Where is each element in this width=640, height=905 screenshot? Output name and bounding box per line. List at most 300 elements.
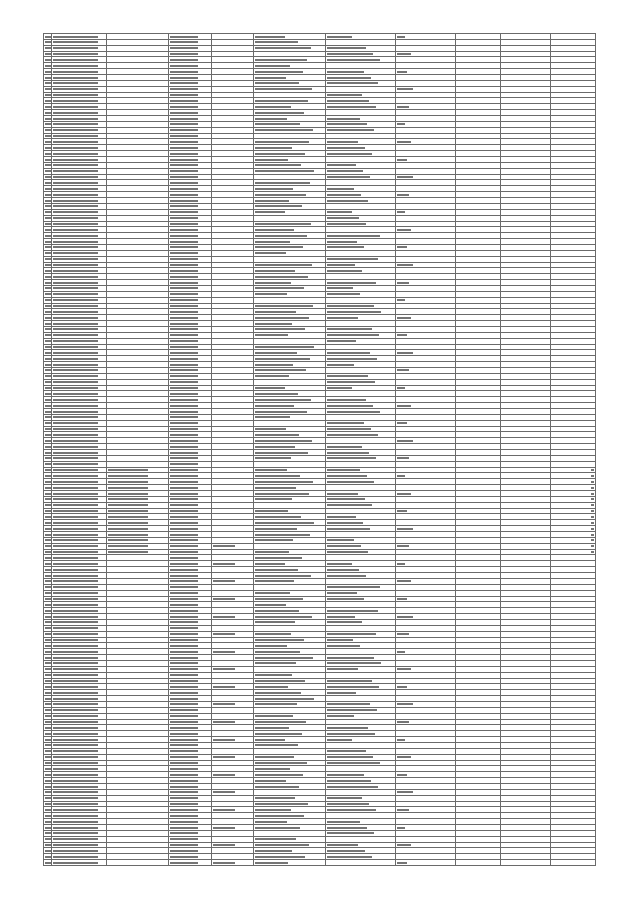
illegible-text-mark [53, 88, 98, 90]
illegible-text-mark [53, 200, 98, 202]
illegible-text-mark [45, 369, 51, 371]
illegible-text-mark [170, 703, 198, 705]
illegible-text-mark [170, 440, 198, 442]
illegible-text-mark [45, 475, 51, 477]
illegible-text-mark [45, 440, 51, 442]
illegible-text-mark [53, 838, 98, 840]
illegible-text-mark [170, 739, 198, 741]
illegible-text-mark [53, 135, 98, 137]
illegible-text-mark [397, 862, 407, 864]
illegible-text-mark [213, 703, 235, 705]
illegible-text-mark [170, 727, 198, 729]
illegible-text-mark [170, 516, 198, 518]
illegible-text-mark [397, 264, 413, 266]
illegible-text-mark [327, 264, 355, 266]
illegible-text-mark [327, 639, 353, 641]
illegible-text-mark [327, 317, 358, 319]
illegible-text-mark [255, 428, 286, 430]
illegible-text-mark [327, 633, 376, 635]
illegible-text-mark [255, 786, 299, 788]
illegible-text-mark [170, 118, 198, 120]
illegible-text-mark [327, 428, 371, 430]
illegible-text-mark [53, 123, 98, 125]
illegible-text-mark [327, 270, 362, 272]
illegible-text-mark [327, 399, 366, 401]
illegible-text-mark [53, 528, 98, 530]
illegible-text-mark [53, 229, 98, 231]
illegible-text-mark [170, 241, 198, 243]
illegible-text-mark [255, 129, 313, 131]
illegible-text-mark [45, 569, 51, 571]
illegible-text-mark [45, 780, 51, 782]
illegible-text-mark [170, 399, 198, 401]
illegible-text-mark [327, 164, 356, 166]
illegible-text-mark [397, 211, 405, 213]
illegible-text-mark [397, 88, 413, 90]
illegible-text-mark [170, 756, 198, 758]
illegible-text-mark [170, 416, 198, 418]
illegible-text-mark [255, 739, 285, 741]
illegible-text-mark [255, 528, 297, 530]
illegible-text-mark [45, 698, 51, 700]
illegible-text-mark [53, 416, 98, 418]
illegible-text-mark [170, 744, 198, 746]
illegible-text-mark [45, 176, 51, 178]
illegible-text-mark [53, 727, 98, 729]
illegible-text-mark [53, 721, 98, 723]
illegible-text-mark [327, 780, 371, 782]
illegible-text-mark [255, 375, 289, 377]
illegible-text-mark [45, 387, 51, 389]
illegible-text-mark [108, 493, 148, 495]
illegible-text-mark [45, 786, 51, 788]
illegible-text-mark [170, 627, 198, 629]
illegible-text-mark [53, 604, 98, 606]
illegible-text-mark [53, 334, 98, 336]
illegible-text-mark [255, 305, 313, 307]
illegible-text-mark [327, 686, 379, 688]
illegible-text-mark [53, 159, 98, 161]
illegible-text-mark [397, 616, 413, 618]
illegible-text-mark [213, 756, 235, 758]
illegible-text-mark [170, 311, 198, 313]
illegible-text-mark [327, 504, 372, 506]
illegible-text-mark [591, 487, 594, 489]
illegible-text-mark [170, 539, 198, 541]
illegible-text-mark [45, 235, 51, 237]
illegible-text-mark [45, 252, 51, 254]
illegible-text-mark [327, 188, 354, 190]
illegible-text-mark [170, 510, 198, 512]
illegible-text-mark [45, 364, 51, 366]
illegible-text-mark [53, 375, 98, 377]
illegible-text-mark [255, 311, 296, 313]
illegible-text-mark [53, 750, 98, 752]
illegible-text-mark [255, 205, 302, 207]
illegible-text-mark [170, 147, 198, 149]
illegible-text-mark [170, 334, 198, 336]
illegible-text-mark [45, 164, 51, 166]
illegible-text-mark [53, 545, 98, 547]
illegible-text-mark [213, 686, 235, 688]
illegible-text-mark [327, 94, 362, 96]
illegible-text-mark [45, 803, 51, 805]
illegible-text-mark [53, 774, 98, 776]
illegible-text-mark [45, 469, 51, 471]
illegible-text-mark [170, 621, 198, 623]
illegible-text-mark [170, 827, 198, 829]
illegible-text-mark [45, 715, 51, 717]
illegible-text-mark [170, 534, 198, 536]
illegible-text-mark [170, 287, 198, 289]
illegible-text-mark [327, 498, 365, 500]
illegible-text-mark [255, 756, 294, 758]
illegible-text-mark [327, 452, 369, 454]
illegible-text-mark [170, 657, 198, 659]
illegible-text-mark [397, 334, 407, 336]
illegible-text-mark [53, 241, 98, 243]
illegible-text-mark [170, 205, 198, 207]
illegible-text-mark [170, 469, 198, 471]
illegible-text-mark [45, 557, 51, 559]
illegible-text-mark [170, 522, 198, 524]
illegible-text-mark [53, 633, 98, 635]
illegible-text-mark [170, 434, 198, 436]
illegible-text-mark [397, 528, 413, 530]
illegible-text-mark [397, 809, 409, 811]
illegible-text-mark [170, 545, 198, 547]
illegible-text-mark [255, 762, 307, 764]
illegible-text-mark [255, 534, 310, 536]
illegible-text-mark [327, 709, 377, 711]
illegible-text-mark [170, 352, 198, 354]
illegible-text-mark [45, 616, 51, 618]
illegible-text-mark [170, 610, 198, 612]
illegible-text-mark [255, 141, 309, 143]
illegible-text-mark [255, 657, 313, 659]
illegible-text-mark [327, 469, 360, 471]
illegible-text-mark [45, 53, 51, 55]
illegible-text-mark [327, 217, 359, 219]
illegible-text-mark [170, 598, 198, 600]
illegible-text-mark [397, 633, 409, 635]
illegible-text-mark [45, 135, 51, 137]
illegible-text-mark [397, 159, 407, 161]
illegible-text-mark [170, 41, 198, 43]
illegible-text-mark [591, 504, 594, 506]
illegible-text-mark [45, 399, 51, 401]
illegible-text-mark [45, 739, 51, 741]
illegible-text-mark [591, 528, 594, 530]
illegible-text-mark [327, 786, 378, 788]
illegible-text-mark [170, 786, 198, 788]
illegible-text-mark [170, 809, 198, 811]
illegible-text-mark [397, 457, 409, 459]
illegible-text-mark [45, 463, 51, 465]
illegible-text-mark [170, 94, 198, 96]
illegible-text-mark [327, 774, 364, 776]
illegible-text-mark [45, 791, 51, 793]
illegible-text-mark [327, 598, 364, 600]
illegible-text-mark [170, 674, 198, 676]
illegible-text-mark [170, 592, 198, 594]
illegible-text-mark [327, 827, 367, 829]
illegible-text-mark [53, 305, 98, 307]
illegible-text-mark [170, 780, 198, 782]
illegible-text-mark [53, 844, 98, 846]
illegible-text-mark [327, 551, 368, 553]
illegible-text-mark [53, 739, 98, 741]
illegible-text-mark [45, 311, 51, 313]
illegible-text-mark [53, 223, 98, 225]
cell-extra1 [456, 860, 501, 866]
illegible-text-mark [397, 369, 409, 371]
illegible-text-mark [327, 334, 379, 336]
illegible-text-mark [170, 123, 198, 125]
illegible-text-mark [327, 592, 357, 594]
illegible-text-mark [45, 598, 51, 600]
illegible-text-mark [108, 522, 148, 524]
illegible-text-mark [53, 627, 98, 629]
illegible-text-mark [45, 59, 51, 61]
illegible-text-mark [108, 534, 148, 536]
illegible-text-mark [53, 657, 98, 659]
illegible-text-mark [213, 809, 235, 811]
illegible-text-mark [170, 452, 198, 454]
illegible-text-mark [213, 791, 235, 793]
illegible-text-mark [255, 153, 305, 155]
illegible-text-mark [397, 774, 407, 776]
illegible-text-mark [45, 452, 51, 454]
illegible-text-mark [327, 381, 375, 383]
illegible-text-mark [170, 200, 198, 202]
illegible-text-mark [255, 106, 291, 108]
illegible-text-mark [53, 457, 98, 459]
illegible-text-mark [45, 662, 51, 664]
illegible-text-mark [255, 328, 305, 330]
cell-type [212, 860, 254, 866]
illegible-text-mark [327, 457, 376, 459]
illegible-text-mark [53, 129, 98, 131]
illegible-text-mark [170, 53, 198, 55]
illegible-text-mark [327, 662, 381, 664]
illegible-text-mark [45, 692, 51, 694]
illegible-text-mark [327, 545, 361, 547]
illegible-text-mark [591, 539, 594, 541]
illegible-text-mark [170, 428, 198, 430]
illegible-text-mark [255, 323, 292, 325]
illegible-text-mark [170, 709, 198, 711]
illegible-text-mark [170, 446, 198, 448]
illegible-text-mark [45, 703, 51, 705]
illegible-text-mark [255, 639, 304, 641]
illegible-text-mark [170, 235, 198, 237]
illegible-text-mark [45, 551, 51, 553]
registry-table [43, 33, 596, 866]
illegible-text-mark [327, 616, 355, 618]
illegible-text-mark [255, 809, 291, 811]
illegible-text-mark [170, 563, 198, 565]
illegible-text-mark [53, 428, 98, 430]
illegible-text-mark [327, 170, 363, 172]
illegible-text-mark [255, 411, 307, 413]
illegible-text-mark [170, 422, 198, 424]
illegible-text-mark [327, 36, 352, 38]
illegible-text-mark [213, 827, 235, 829]
illegible-text-mark [255, 88, 312, 90]
illegible-text-mark [53, 786, 98, 788]
illegible-text-mark [45, 604, 51, 606]
illegible-text-mark [45, 123, 51, 125]
illegible-text-mark [327, 657, 374, 659]
illegible-text-mark [45, 733, 51, 735]
illegible-text-mark [108, 475, 148, 477]
illegible-text-mark [255, 346, 314, 348]
illegible-text-mark [53, 270, 98, 272]
illegible-text-mark [327, 77, 371, 79]
illegible-text-mark [170, 112, 198, 114]
illegible-text-mark [327, 821, 360, 823]
illegible-text-mark [327, 844, 358, 846]
illegible-text-mark [255, 188, 293, 190]
illegible-text-mark [53, 651, 98, 653]
illegible-text-mark [53, 645, 98, 647]
illegible-text-mark [45, 106, 51, 108]
illegible-text-mark [591, 534, 594, 536]
illegible-text-mark [170, 639, 198, 641]
illegible-text-mark [397, 53, 411, 55]
illegible-text-mark [255, 633, 291, 635]
illegible-text-mark [170, 504, 198, 506]
illegible-text-mark [591, 522, 594, 524]
illegible-text-mark [327, 493, 358, 495]
illegible-text-mark [170, 645, 198, 647]
illegible-text-mark [53, 100, 98, 102]
illegible-text-mark [45, 610, 51, 612]
illegible-text-mark [397, 475, 405, 477]
illegible-text-mark [53, 598, 98, 600]
cell-code2 [107, 860, 169, 866]
illegible-text-mark [45, 293, 51, 295]
illegible-text-mark [53, 827, 98, 829]
illegible-text-mark [327, 586, 380, 588]
illegible-text-mark [170, 211, 198, 213]
illegible-text-mark [327, 200, 368, 202]
illegible-text-mark [53, 850, 98, 852]
illegible-text-mark [170, 369, 198, 371]
illegible-text-mark [53, 516, 98, 518]
illegible-text-mark [255, 569, 298, 571]
illegible-text-mark [53, 715, 98, 717]
illegible-text-mark [170, 176, 198, 178]
illegible-text-mark [53, 211, 98, 213]
illegible-text-mark [53, 205, 98, 207]
illegible-text-mark [591, 551, 594, 553]
illegible-text-mark [53, 498, 98, 500]
illegible-text-mark [327, 850, 365, 852]
illegible-text-mark [45, 651, 51, 653]
illegible-text-mark [170, 487, 198, 489]
illegible-text-mark [170, 850, 198, 852]
illegible-text-mark [255, 200, 289, 202]
illegible-text-mark [327, 364, 354, 366]
illegible-text-mark [53, 493, 98, 495]
illegible-text-mark [591, 498, 594, 500]
illegible-text-mark [255, 621, 295, 623]
illegible-text-mark [53, 264, 98, 266]
illegible-text-mark [53, 463, 98, 465]
illegible-text-mark [327, 153, 372, 155]
illegible-text-mark [53, 744, 98, 746]
cell-extra2 [501, 860, 551, 866]
illegible-text-mark [170, 815, 198, 817]
illegible-text-mark [53, 832, 98, 834]
illegible-text-mark [327, 387, 352, 389]
illegible-text-mark [397, 686, 407, 688]
illegible-text-mark [327, 53, 373, 55]
illegible-text-mark [45, 744, 51, 746]
illegible-text-mark [170, 580, 198, 582]
illegible-text-mark [170, 223, 198, 225]
illegible-text-mark [327, 287, 353, 289]
illegible-text-mark [255, 352, 297, 354]
illegible-text-mark [327, 434, 378, 436]
illegible-text-mark [327, 733, 375, 735]
illegible-text-mark [53, 246, 98, 248]
illegible-text-mark [170, 862, 198, 864]
illegible-text-mark [255, 856, 305, 858]
illegible-text-mark [170, 270, 198, 272]
illegible-text-mark [53, 340, 98, 342]
illegible-text-mark [53, 188, 98, 190]
illegible-text-mark [327, 258, 378, 260]
illegible-text-mark [45, 334, 51, 336]
illegible-text-mark [255, 229, 294, 231]
illegible-text-mark [170, 662, 198, 664]
illegible-text-mark [255, 182, 310, 184]
illegible-text-mark [53, 575, 98, 577]
illegible-text-mark [53, 112, 98, 114]
illegible-text-mark [397, 598, 407, 600]
illegible-text-mark [255, 194, 306, 196]
illegible-text-mark [170, 106, 198, 108]
illegible-text-mark [45, 827, 51, 829]
illegible-text-mark [327, 118, 360, 120]
illegible-text-mark [170, 305, 198, 307]
illegible-text-mark [255, 270, 295, 272]
illegible-text-mark [170, 258, 198, 260]
illegible-text-mark [397, 282, 409, 284]
illegible-text-mark [255, 604, 286, 606]
illegible-text-mark [45, 118, 51, 120]
illegible-text-mark [591, 545, 594, 547]
illegible-text-mark [327, 516, 356, 518]
illegible-text-mark [53, 369, 98, 371]
illegible-text-mark [170, 246, 198, 248]
illegible-text-mark [108, 481, 148, 483]
illegible-text-mark [45, 65, 51, 67]
illegible-text-mark [45, 375, 51, 377]
illegible-text-mark [255, 563, 285, 565]
illegible-text-mark [213, 633, 235, 635]
illegible-text-mark [170, 182, 198, 184]
cell-district [169, 860, 212, 866]
illegible-text-mark [45, 809, 51, 811]
illegible-text-mark [53, 293, 98, 295]
illegible-text-mark [170, 616, 198, 618]
illegible-text-mark [45, 862, 51, 864]
illegible-text-mark [53, 405, 98, 407]
